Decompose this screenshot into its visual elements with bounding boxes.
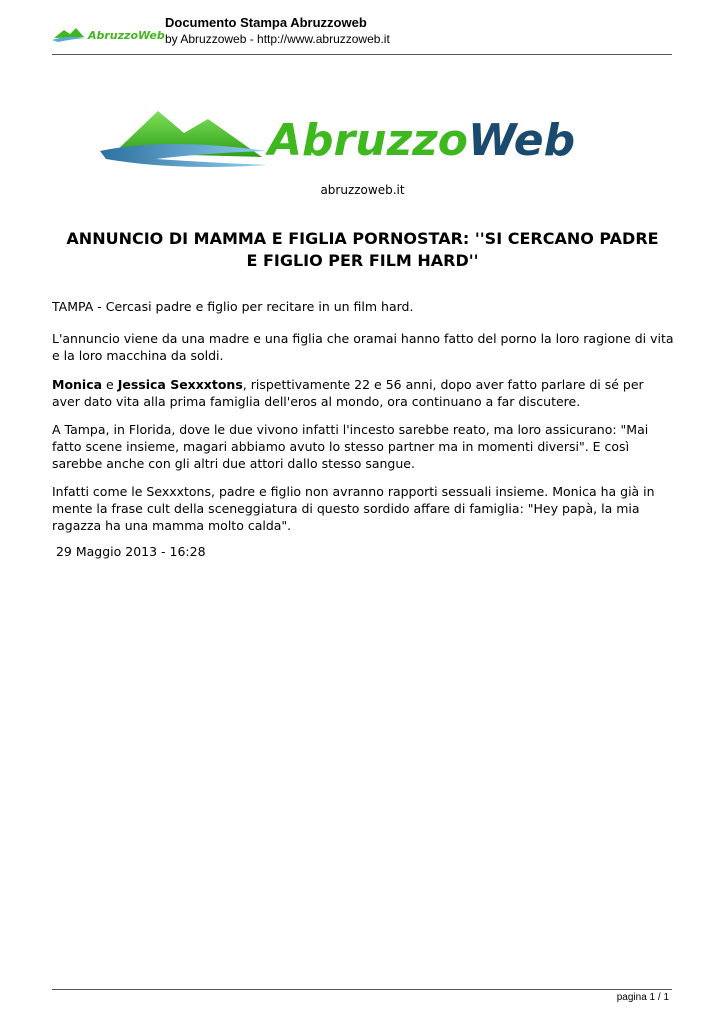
name-jessica: Jessica Sexxxtons [117, 377, 243, 392]
date-text: 29 Maggio 2013 - 16:28 [52, 544, 206, 559]
paragraph-text: L'annuncio viene da una madre e una figlia che oramai hanno fatto del porno la loro ragione di vita e la loro macchina da soldi. [52, 331, 674, 363]
site-name: abruzzoweb.it [320, 183, 405, 197]
print-header [52, 14, 672, 56]
name-monica: Monica [52, 377, 103, 392]
paragraph-text: A Tampa, in Florida, dove le due vivono infatti l'incesto sarebbe reato, ma loro assicurano: "Mai fatto scene insieme, magari abbiamo avuto lo stesso partner ma in momenti diversi". E così sarebbe anche con gli altri due attori dallo stesso sangue. [52, 422, 649, 471]
article-title: ANNUNCIO DI MAMMA E FIGLIA PORNOSTAR: ''SI CERCANO PADRE E FIGLIO PER FILM HARD'' [66, 229, 659, 270]
article-paragraph-5 [52, 483, 674, 534]
article-paragraph-2 [52, 330, 674, 364]
abruzzoweb-small-logo [52, 22, 165, 46]
article-paragraph-1 [52, 298, 674, 315]
conjunction: e [102, 377, 118, 392]
abruzzoweb-logo [96, 107, 602, 171]
page-number: pagina 1 / 1 [616, 992, 669, 1003]
document-title: Documento Stampa Abruzzoweb [165, 15, 367, 30]
article-paragraph-3 [52, 376, 674, 410]
document-subtitle: by Abruzzoweb - http://www.abruzzoweb.it [165, 32, 390, 46]
paragraph-text: TAMPA - Cercasi padre e figlio per recitare in un film hard. [52, 299, 414, 314]
paragraph-text: , rispettivamente 22 e 56 anni, dopo aver fatto parlare di sé per aver dato vita alla prima famiglia dell'eros al mondo, ora continuano a far discutere. [52, 377, 644, 409]
footer-divider [52, 989, 672, 990]
small-logo-text: AbruzzoWeb [88, 29, 165, 42]
logo-wordmark: AbruzzoWeb [268, 115, 576, 166]
header-divider [52, 54, 672, 55]
article-date [52, 543, 674, 560]
article-paragraph-4 [52, 421, 674, 472]
paragraph-text: Infatti come le Sexxxtons, padre e figlio non avranno rapporti sessuali insieme. Monica ha già in mente la frase cult della sceneggiatura di questo sordido affare di famiglia: "Hey papà, la mia ragazza ha una mamma molto calda". [52, 484, 655, 533]
